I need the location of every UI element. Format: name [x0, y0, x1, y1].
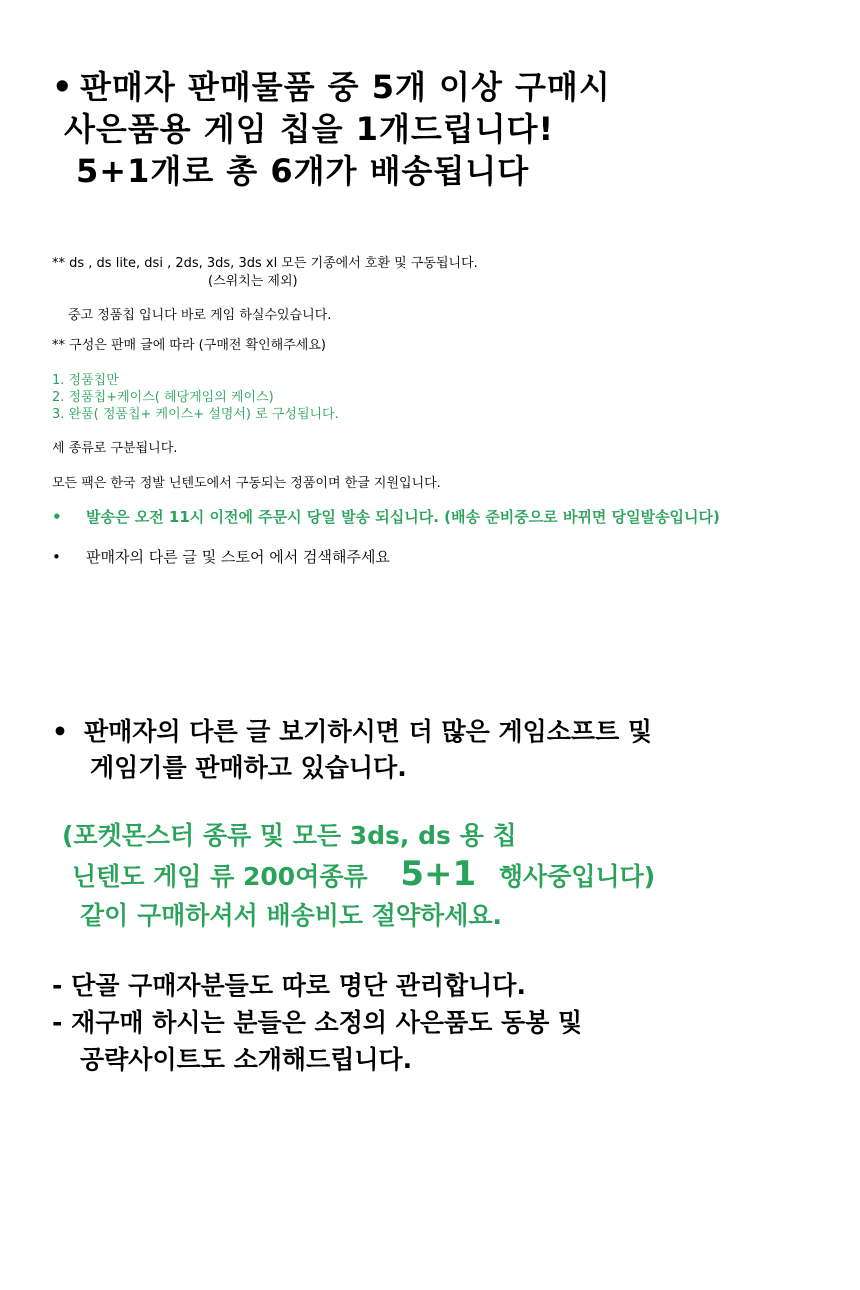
header-line-1 [52, 62, 611, 108]
korean-text: 모든 팩은 한국 정발 닌텐도에서 구동되는 정품이며 한글 지원입니다. [52, 476, 441, 491]
promo-green-2 [72, 854, 655, 894]
bullet: • [52, 717, 68, 746]
regular-1: - 단골 구매자분들도 따로 명단 관리합니다. [52, 971, 526, 1000]
compat-note: (스위치는 제외) [208, 274, 298, 289]
promo-green-1: (포켓몬스터 종류 및 모든 3ds, ds 용 칩 [62, 821, 517, 850]
option-2: 2. 정품칩+케이스( 헤당게임의 케이스) [52, 390, 274, 405]
header-text-3: 5+1개로 총 6개가 배송됩니다 [76, 152, 530, 190]
option-1: 1. 정품칩만 [52, 373, 119, 388]
promo-green-3: 같이 구매하셔서 배송비도 절약하세요. [80, 901, 503, 930]
three-types-text: 세 종류로 구분됩니다. [52, 441, 178, 456]
option-3: 3. 완품( 정품칩+ 케이스+ 설명서) 로 구성됩니다. [52, 407, 339, 422]
promo-green-2c: 행사중입니다) [498, 862, 656, 891]
used-text: 중고 정품칩 입니다 바로 게임 하실수있습니다. [68, 308, 332, 323]
composition-text: ** 구성은 판매 글에 따라 (구매전 확인해주세요) [52, 338, 326, 353]
promo-green-2b: 5+1 [400, 854, 477, 894]
regular-2: - 재구매 하시는 분들은 소정의 사은품도 동봉 및 [52, 1008, 583, 1037]
compat-text: ** ds , ds lite, dsi , 2ds, 3ds, 3ds xl 모든 기종에서 호환 및 구동됩니다. [52, 256, 478, 271]
regular-3: 공략사이트도 소개해드립니다. [80, 1045, 413, 1074]
header-line-2 [64, 104, 554, 150]
header-text-2: 사은품용 게임 칩을 1개드립니다! [64, 110, 555, 148]
search-text: 판매자의 다른 글 및 스토어 에서 검색해주세요 [86, 548, 390, 566]
header-line-3 [76, 146, 529, 192]
shipping-line [52, 506, 720, 527]
promo-green-2a: 닌텐도 게임 류 200여종류 [72, 862, 368, 891]
search-line [52, 546, 390, 567]
bullet: • [52, 548, 61, 566]
promo-text-1: 판매자의 다른 글 보기하시면 더 많은 게임소프트 및 [84, 717, 653, 746]
header-text-1: 판매자 판매물품 중 5개 이상 구매시 [80, 68, 611, 106]
shipping-text: 발송은 오전 11시 이전에 주문시 당일 발송 되십니다. (배송 준비중으로 바뀌면 당일발송입니다) [86, 508, 720, 526]
promo-line-1 [52, 712, 652, 748]
promo-line-2: 게임기를 판매하고 있습니다. [90, 753, 407, 782]
bullet: • [52, 508, 62, 526]
bullet: • [52, 68, 74, 106]
